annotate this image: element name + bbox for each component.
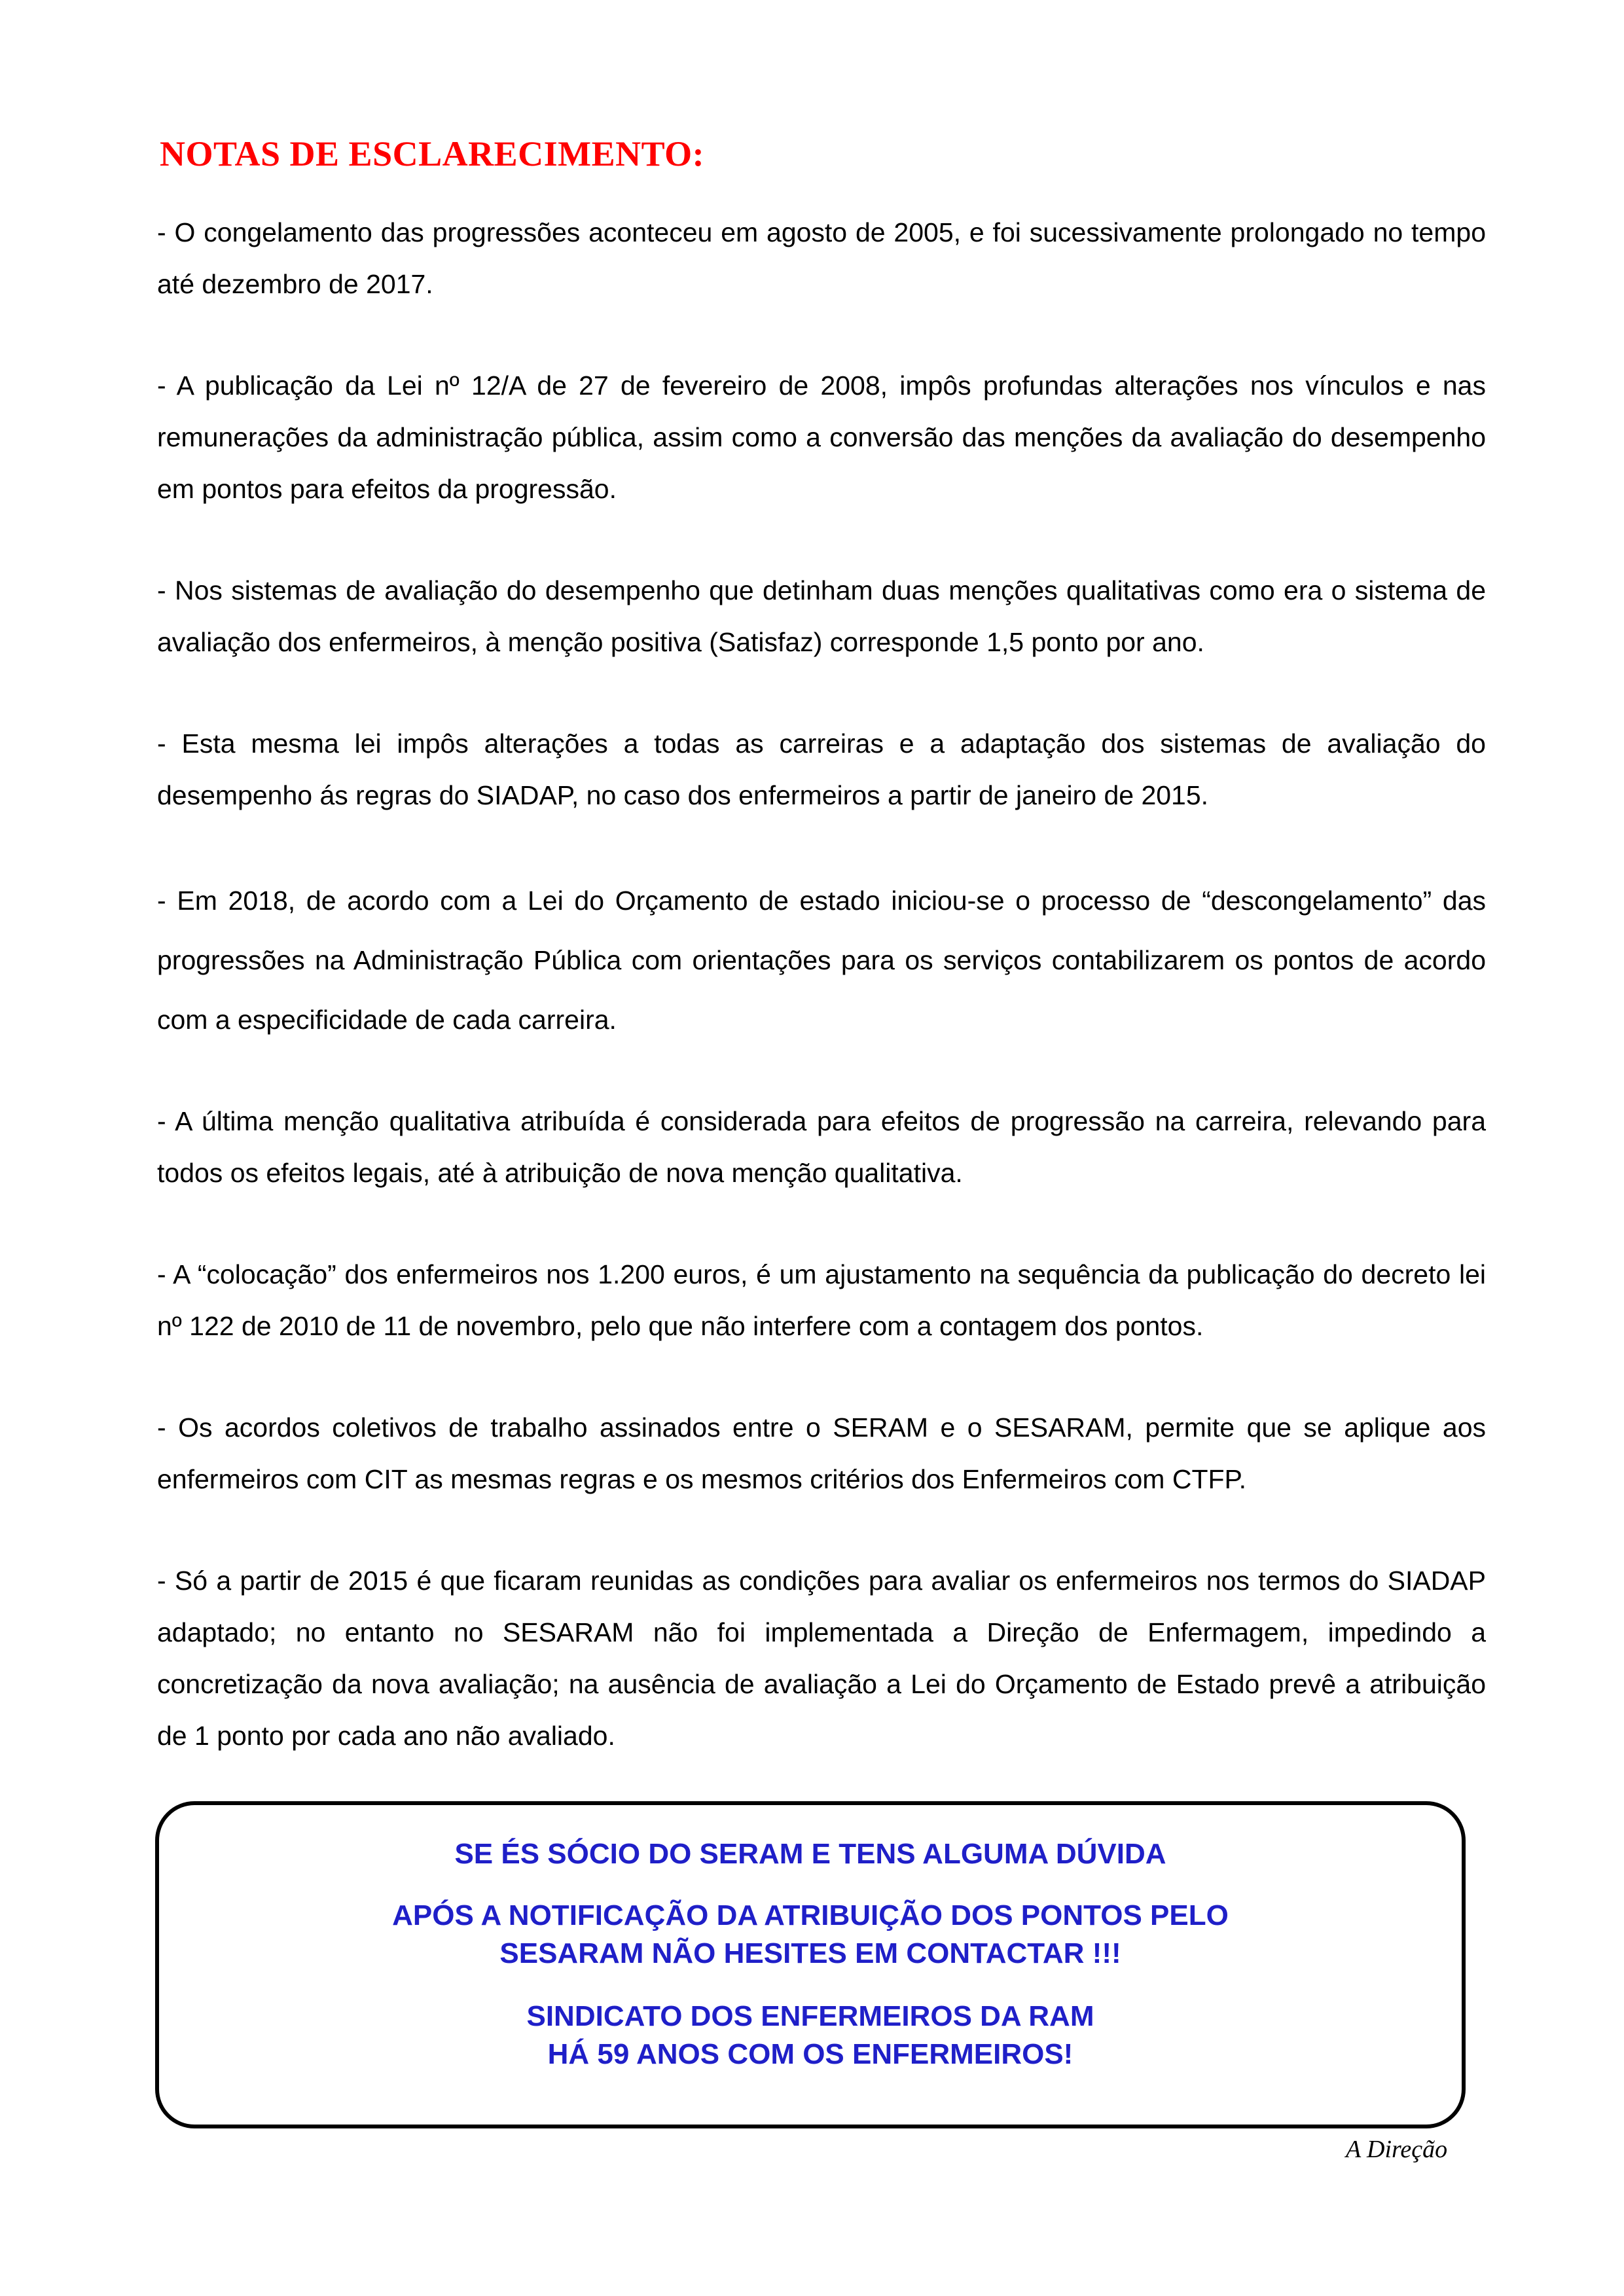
notice-line-socio: SE ÉS SÓCIO DO SERAM E TENS ALGUMA DÚVIDA	[454, 1838, 1166, 1870]
paragraph-siadap-adaptacao: - Esta mesma lei impôs alterações a todas as carreiras e a adaptação dos sistemas de avaliação do desempenho ás regras do SIADAP, no caso dos enfermeiros a partir de janeiro de 2015.	[157, 728, 1486, 810]
signature: A Direção	[1346, 2136, 1448, 2163]
paragraph-descongelamento: - Em 2018, de acordo com a Lei do Orçamento de estado iniciou-se o processo de “descongelamento” das progressões na Administração Pública com orientações para os serviços contabilizarem os pontos de acordo com a especificidade de cada carreira.	[157, 886, 1486, 1035]
paragraph-colocacao-1200: - A “colocação” dos enfermeiros nos 1.200 euros, é um ajustamento na sequência da publicação do decreto lei nº 122 de 2010 de 11 de novembro, pelo que não interfere com a contagem dos pontos.	[157, 1259, 1486, 1341]
page-title: NOTAS DE ESCLARECIMENTO:	[160, 134, 705, 173]
paragraph-sistemas-avaliacao: - Nos sistemas de avaliação do desempenho que detinham duas menções qualitativas como era o sistema de avaliação dos enfermeiros, à menção positiva (Satisfaz) corresponde 1,5 ponto por ano.	[157, 575, 1486, 657]
document-body	[157, 207, 1486, 1812]
paragraph-lei-12a: - A publicação da Lei nº 12/A de 27 de fevereiro de 2008, impôs profundas alterações nos vínculos e nas remunerações da administração pública, assim como a conversão das menções da avaliação do desempenho em pontos para efeitos da progressão.	[157, 370, 1486, 504]
paragraph-congelamento: - O congelamento das progressões aconteceu em agosto de 2005, e foi sucessivamente prolongado no tempo até dezembro de 2017.	[157, 217, 1486, 299]
notice-line-notificacao: APÓS A NOTIFICAÇÃO DA ATRIBUIÇÃO DOS PONTOS PELO	[392, 1899, 1229, 1931]
notice-line-contactar: SESARAM NÃO HESITES EM CONTACTAR !!!	[499, 1937, 1121, 1969]
notice-contact-block	[159, 1897, 1462, 1973]
notice-line-sindicato: SINDICATO DOS ENFERMEIROS DA RAM	[526, 2000, 1094, 2032]
paragraph-ultima-mencao: - A última menção qualitativa atribuída é considerada para efeitos de progressão na carreira, relevando para todos os efeitos legais, até à atribuição de nova menção qualitativa.	[157, 1106, 1486, 1188]
paragraph-acordos-coletivos: - Os acordos coletivos de trabalho assinados entre o SERAM e o SESARAM, permite que se aplique aos enfermeiros com CIT as mesmas regras e os mesmos critérios dos Enfermeiros com CTFP.	[157, 1412, 1486, 1494]
paragraph-siadap-2015: - Só a partir de 2015 é que ficaram reunidas as condições para avaliar os enfermeiros nos termos do SIADAP adaptado; no entanto no SESARAM não foi implementada a Direção de Enfermagem, impedindo a concretização da nova avaliação; na ausência de avaliação a Lei do Orçamento de Estado prevê a atribuição de 1 ponto por cada ano não avaliado.	[157, 1566, 1486, 1751]
notice-box	[155, 1801, 1466, 2128]
notice-union-block	[159, 1998, 1462, 2073]
notice-line-anos: HÁ 59 ANOS COM OS ENFERMEIROS!	[547, 2038, 1074, 2070]
